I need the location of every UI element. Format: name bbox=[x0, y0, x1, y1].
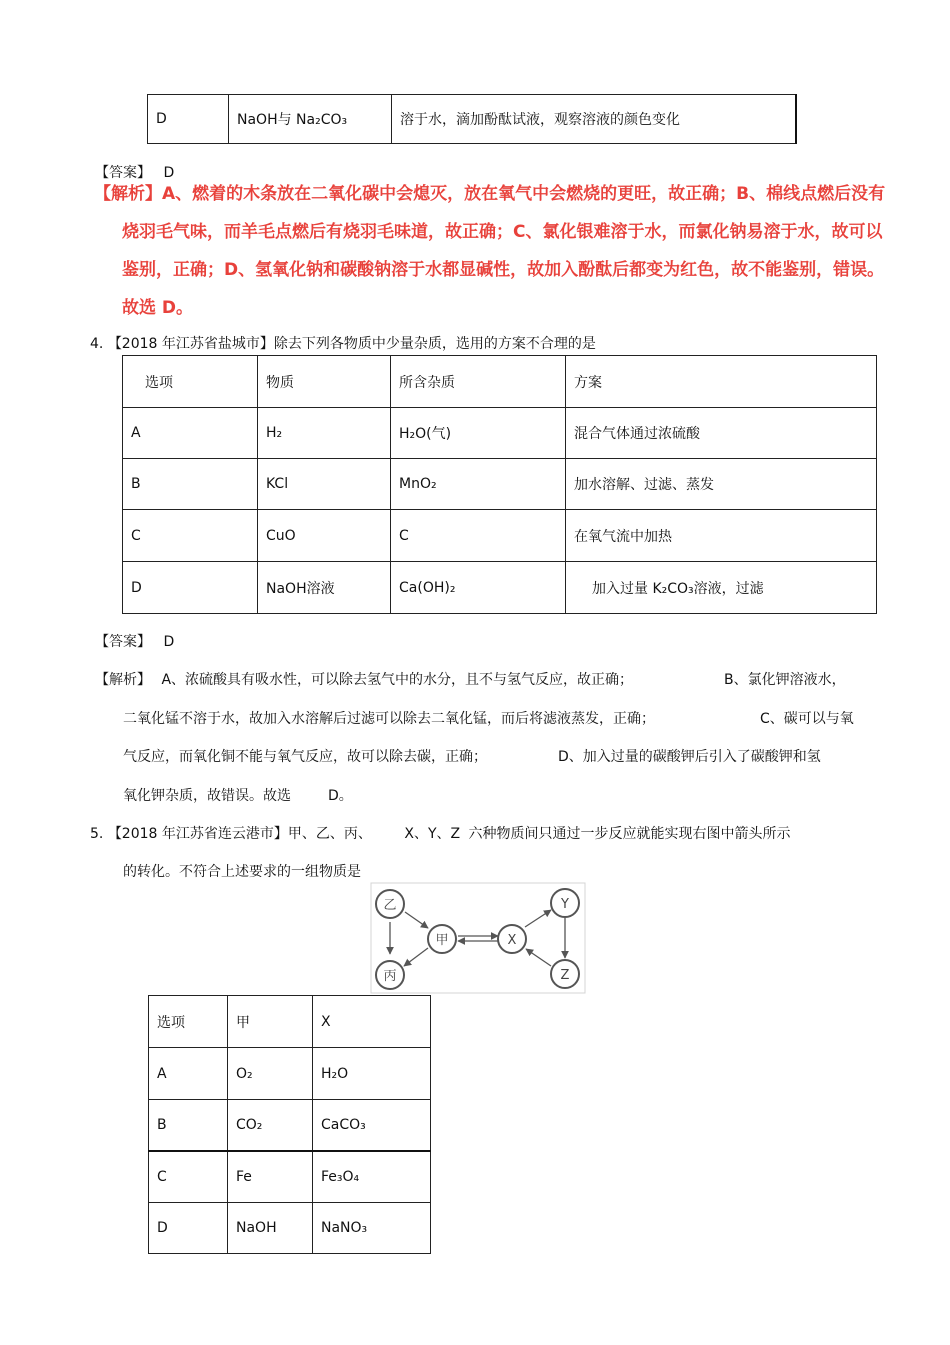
q4-analysis-line-4: 氧化钾杂质，故错误。故选 bbox=[123, 788, 291, 804]
table-row bbox=[123, 562, 877, 614]
table-cell: H₂ bbox=[258, 408, 391, 459]
question-text: 除去下列各物质中少量杂质，选用的方案不合理的是 bbox=[273, 336, 596, 352]
question-source: 【2018 年江苏省连云港市】 bbox=[107, 826, 288, 842]
answer-value: D bbox=[163, 165, 175, 181]
q4-analysis-line-4b: D。 bbox=[328, 788, 353, 804]
table-header: 所含杂质 bbox=[391, 356, 566, 408]
q4-analysis-line-1b: B、氯化钾溶液水， bbox=[724, 672, 846, 688]
table-cell: NaOH溶液 bbox=[258, 562, 391, 614]
node-y bbox=[551, 889, 579, 917]
table-cell: CuO bbox=[258, 510, 391, 562]
table-cell: 加入过量 K₂CO₃溶液，过滤 bbox=[566, 562, 877, 614]
q4-analysis-line-3: 气反应，而氧化铜不能与氧气反应，故可以除去碳，正确； bbox=[123, 749, 487, 765]
table-cell: CaCO₃ bbox=[313, 1100, 431, 1151]
q4-analysis-line-2b: C、碳可以与氧 bbox=[760, 711, 854, 727]
table-cell: MnO₂ bbox=[391, 459, 566, 510]
node-z bbox=[551, 960, 579, 988]
table-row bbox=[149, 1100, 431, 1151]
analysis-label: 【解析】 bbox=[94, 184, 162, 204]
q3-analysis-line-4: 故选 D。 bbox=[122, 298, 194, 318]
node-x bbox=[498, 925, 526, 953]
question-source: 【2018 年江苏省盐城市】 bbox=[107, 336, 274, 352]
table-row bbox=[148, 95, 797, 144]
q4-answer bbox=[95, 633, 174, 651]
table-cell: D bbox=[148, 95, 229, 144]
node-bing bbox=[376, 961, 404, 989]
table-cell: A bbox=[149, 1048, 228, 1100]
q4-analysis-line-3b: D、加入过量的碳酸钾后引入了碳酸钾和氢 bbox=[558, 749, 821, 765]
q3-answer bbox=[95, 164, 174, 182]
node-jia bbox=[428, 925, 456, 953]
arrow-jia-to-bing bbox=[404, 948, 428, 966]
node-label: Y bbox=[561, 897, 569, 912]
table-cell: C bbox=[391, 510, 566, 562]
table-header-row bbox=[149, 996, 431, 1048]
q5-stem-line-1 bbox=[90, 825, 791, 843]
top-table bbox=[147, 94, 797, 144]
answer-label: 【答案】 bbox=[95, 165, 151, 181]
table-cell: Fe₃O₄ bbox=[313, 1151, 431, 1203]
table-header: 选项 bbox=[123, 356, 258, 408]
table-row bbox=[123, 408, 877, 459]
table-cell: KCl bbox=[258, 459, 391, 510]
node-label: 乙 bbox=[383, 898, 397, 913]
table-cell: H₂O(气) bbox=[391, 408, 566, 459]
table-row bbox=[149, 1151, 431, 1203]
table-row bbox=[149, 1203, 431, 1254]
question-text: X、Y、Z bbox=[404, 826, 461, 842]
node-yi bbox=[376, 890, 404, 918]
table-cell: 溶于水，滴加酚酞试液，观察溶液的颜色变化 bbox=[392, 95, 797, 144]
table-cell: Fe bbox=[228, 1151, 313, 1203]
table-cell: A bbox=[123, 408, 258, 459]
q3-analysis-line-3: 鉴别，正确；D、氢氧化钠和碳酸钠溶于水都显碱性，故加入酚酞后都变为红色，故不能鉴别，错误。 bbox=[122, 260, 885, 280]
table-cell: CO₂ bbox=[228, 1100, 313, 1151]
table-cell: Ca(OH)₂ bbox=[391, 562, 566, 614]
table-cell: D bbox=[123, 562, 258, 614]
arrow-z-to-x bbox=[526, 949, 551, 966]
table-cell: C bbox=[123, 510, 258, 562]
table-header-row bbox=[123, 356, 877, 408]
q4-analysis-line-1 bbox=[95, 671, 633, 689]
table-row bbox=[149, 1048, 431, 1100]
table-cell: NaNO₃ bbox=[313, 1203, 431, 1254]
table-cell: B bbox=[123, 459, 258, 510]
node-label: Z bbox=[560, 968, 570, 983]
table-cell: H₂O bbox=[313, 1048, 431, 1100]
q3-analysis-line-2: 烧羽毛气味，而羊毛点燃后有烧羽毛味道，故正确；C、氯化银难溶于水，而氯化钠易溶于水，故可以 bbox=[122, 222, 883, 242]
q5-stem-line-2: 的转化。不符合上述要求的一组物质是 bbox=[123, 864, 361, 880]
node-label: 甲 bbox=[435, 933, 449, 948]
analysis-text: A、燃着的木条放在二氧化碳中会熄灭，放在氧气中会燃烧的更旺，故正确；B、棉线点燃后没有 bbox=[162, 184, 886, 204]
analysis-label: 【解析】 bbox=[95, 672, 151, 688]
answer-value: D bbox=[163, 634, 175, 650]
table-header: 物质 bbox=[258, 356, 391, 408]
node-label: 丙 bbox=[383, 969, 397, 984]
table-cell: NaOH bbox=[228, 1203, 313, 1254]
q4-stem bbox=[90, 335, 596, 353]
table-cell: D bbox=[149, 1203, 228, 1254]
table-row bbox=[123, 459, 877, 510]
table-cell: O₂ bbox=[228, 1048, 313, 1100]
table-cell: C bbox=[149, 1151, 228, 1203]
q3-analysis-line-1 bbox=[94, 183, 885, 205]
table-header: 甲 bbox=[228, 996, 313, 1048]
table-row bbox=[123, 510, 877, 562]
question-text: 甲、乙、丙、 bbox=[287, 826, 372, 842]
table-cell: 在氧气流中加热 bbox=[566, 510, 877, 562]
question-text: 六种物质间只通过一步反应就能实现右图中箭头所示 bbox=[468, 826, 791, 842]
arrow-x-to-y bbox=[525, 910, 551, 927]
answer-label: 【答案】 bbox=[95, 634, 151, 650]
reaction-diagram bbox=[370, 882, 586, 994]
q4-table bbox=[122, 355, 877, 614]
node-label: X bbox=[507, 933, 517, 948]
q4-analysis-line-2: 二氧化锰不溶于水，故加入水溶解后过滤可以除去二氧化锰，而后将滤液蒸发，正确； bbox=[123, 711, 655, 727]
analysis-text: A、浓硫酸具有吸水性，可以除去氢气中的水分，且不与氢气反应，故正确； bbox=[161, 672, 634, 688]
question-number: 5. bbox=[90, 826, 104, 842]
question-number: 4. bbox=[90, 336, 104, 352]
table-cell: 加水溶解、过滤、蒸发 bbox=[566, 459, 877, 510]
arrow-jia-to-yi bbox=[405, 912, 428, 928]
table-header: 方案 bbox=[566, 356, 877, 408]
table-cell: NaOH与 Na₂CO₃ bbox=[229, 95, 392, 144]
table-cell: B bbox=[149, 1100, 228, 1151]
q5-table bbox=[148, 995, 431, 1254]
table-header: X bbox=[313, 996, 431, 1048]
table-cell: 混合气体通过浓硫酸 bbox=[566, 408, 877, 459]
table-header: 选项 bbox=[149, 996, 228, 1048]
